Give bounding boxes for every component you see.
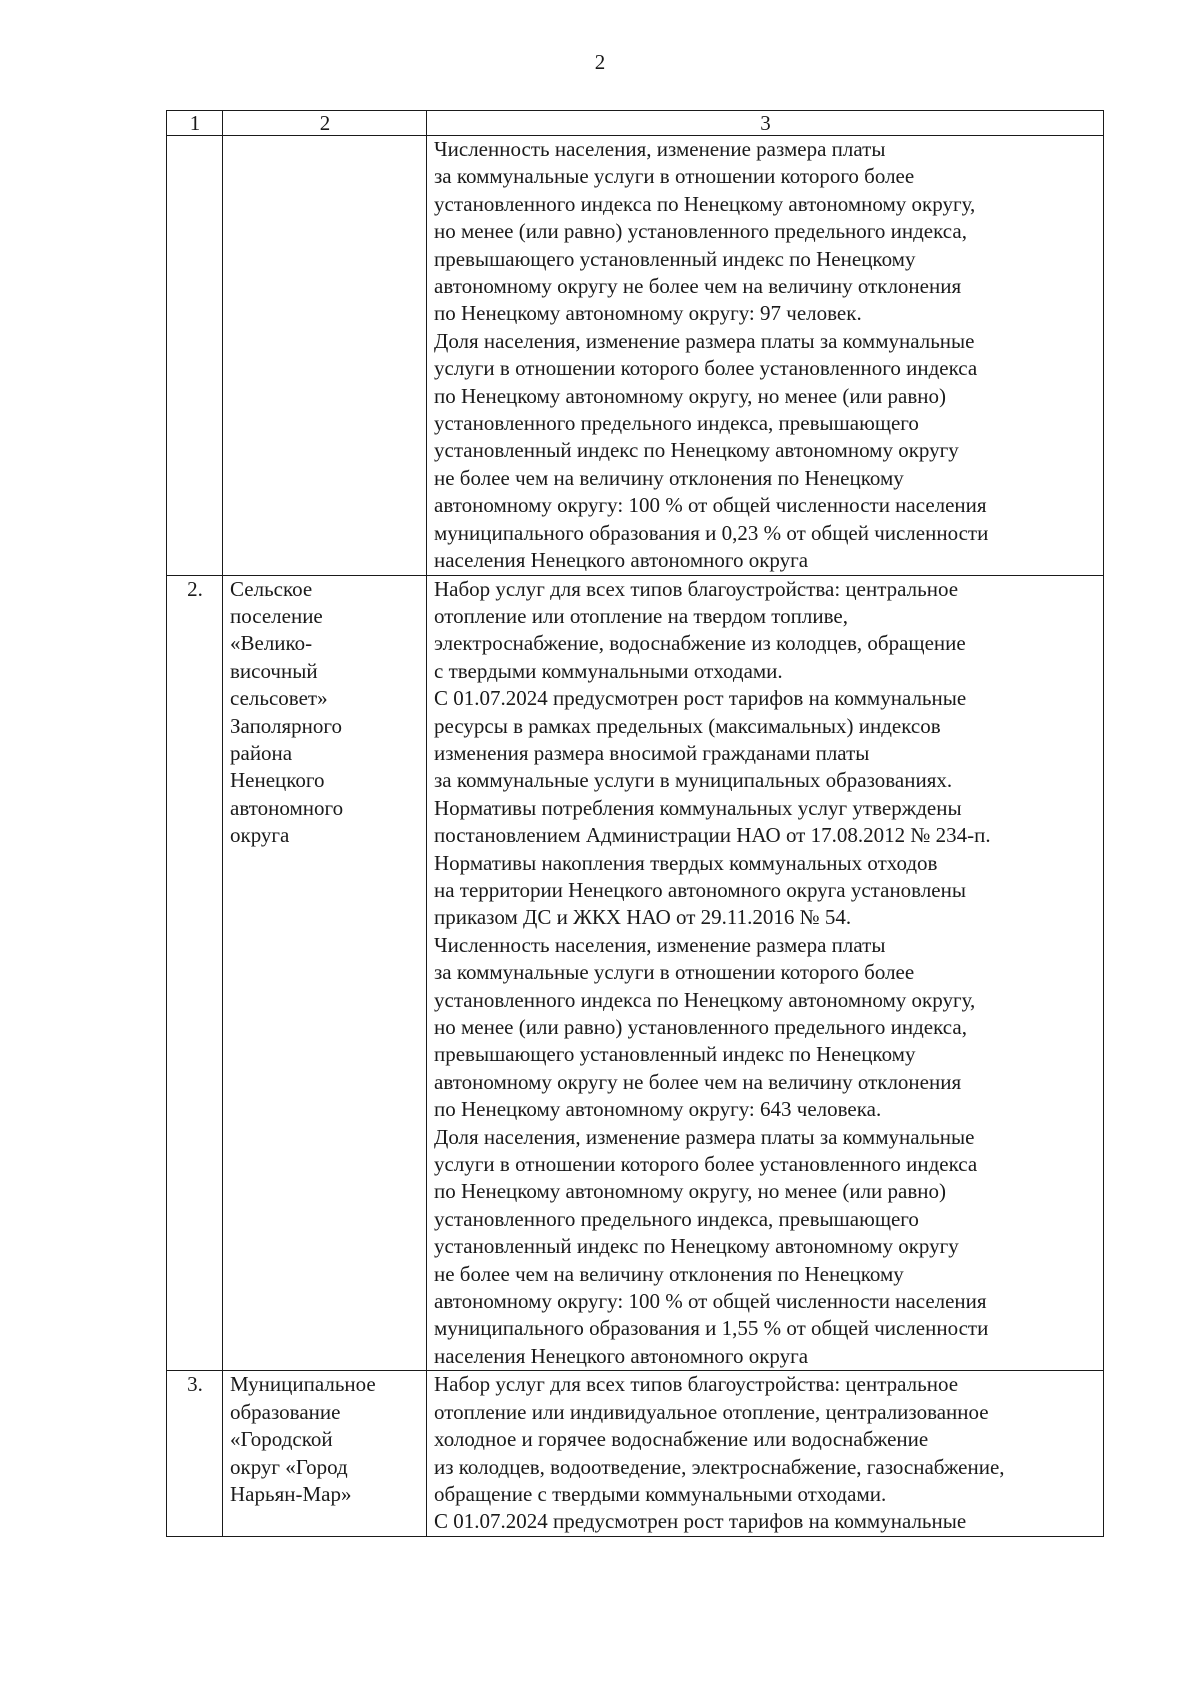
description-line: по Ненецкому автономному округу: 643 человека. xyxy=(434,1097,882,1122)
description-line: отопление или индивидуальное отопление, централизованное xyxy=(434,1399,989,1424)
description-line: Набор услуг для всех типов благоустройства: центральное xyxy=(434,1372,959,1397)
description-line: услуги в отношении которого более установленного индекса xyxy=(434,1152,978,1177)
description-line: автономному округу не более чем на величину отклонения xyxy=(434,274,962,299)
description-line: Нормативы накопления твердых коммунальных отходов xyxy=(434,850,938,875)
description-line: электроснабжение, водоснабжение из колодцев, обращение xyxy=(434,631,966,656)
row-number-cell: 2. xyxy=(167,575,223,1371)
municipality-name-line: округа xyxy=(230,823,290,848)
description-cell xyxy=(427,575,1104,1371)
municipality-name-line: Муниципальное xyxy=(230,1372,376,1397)
description-line: установленный индекс по Ненецкому автономному округу xyxy=(434,1234,959,1259)
description-cell xyxy=(427,1371,1104,1536)
description-line: ресурсы в рамках предельных (максимальных) индексов xyxy=(434,713,941,738)
municipality-name-line: округ «Город xyxy=(230,1454,348,1479)
description-line: но менее (или равно) установленного предельного индекса, xyxy=(434,1015,967,1039)
description-line: за коммунальные услуги в отношении которого более xyxy=(434,164,915,189)
description-line: установленного предельного индекса, превышающего xyxy=(434,1206,919,1231)
municipality-name-line: автономного xyxy=(230,795,344,820)
description-line: но менее (или равно) установленного предельного индекса, xyxy=(434,219,967,244)
description-line: за коммунальные услуги в муниципальных образованиях. xyxy=(434,768,953,793)
description-line: Доля населения, изменение размера платы за коммунальные xyxy=(434,328,975,353)
description-line: холодное и горячее водоснабжение или водоснабжение xyxy=(434,1427,929,1452)
municipality-name-cell xyxy=(223,136,427,576)
page-number: 2 xyxy=(594,50,606,74)
municipality-name-line: височный xyxy=(230,658,318,683)
description-line: отопление или отопление на твердом топливе, xyxy=(434,603,848,628)
description-line: обращение с твердыми коммунальными отходами. xyxy=(434,1481,887,1506)
description-line: по Ненецкому автономному округу, но менее (или равно) xyxy=(434,1179,946,1204)
description-line: Численность населения, изменение размера платы xyxy=(434,137,886,161)
description-line: установленного индекса по Ненецкому автономному округу, xyxy=(434,191,976,216)
municipality-name-line: Нарьян-Мар» xyxy=(230,1481,352,1506)
municipality-name-line: Заполярного xyxy=(230,713,342,738)
municipality-name-line: поселение xyxy=(230,603,323,628)
description-line: Набор услуг для всех типов благоустройства: центральное xyxy=(434,576,959,601)
description-line: установленного предельного индекса, превышающего xyxy=(434,411,919,436)
description-line: С 01.07.2024 предусмотрен рост тарифов на коммунальные xyxy=(434,1509,967,1534)
municipality-name-line: «Велико- xyxy=(230,631,313,656)
description-line: превышающего установленный индекс по Ненецкому xyxy=(434,246,916,271)
description-line: установленный индекс по Ненецкому автономному округу xyxy=(434,438,959,463)
description-line: по Ненецкому автономному округу, но менее (или равно) xyxy=(434,383,946,408)
description-line: изменения размера вносимой гражданами платы xyxy=(434,740,870,765)
description-line: услуги в отношении которого более установленного индекса xyxy=(434,356,978,381)
description-line: С 01.07.2024 предусмотрен рост тарифов на коммунальные xyxy=(434,686,967,711)
description-line: муниципального образования и 0,23 % от общей численности xyxy=(434,520,989,545)
header-cell-1: 1 xyxy=(167,111,223,136)
description-line: приказом ДС и ЖКХ НАО от 29.11.2016 № 54. xyxy=(434,905,852,930)
description-line: за коммунальные услуги в отношении которого более xyxy=(434,960,915,985)
municipality-name-line: «Городской xyxy=(230,1427,333,1452)
description-line: установленного индекса по Ненецкому автономному округу, xyxy=(434,987,976,1012)
description-line: с твердыми коммунальными отходами. xyxy=(434,658,783,683)
description-line: на территории Ненецкого автономного округа установлены xyxy=(434,877,966,902)
municipality-name-line: Сельское xyxy=(230,576,313,601)
description-line: постановлением Администрации НАО от 17.08.2012 № 234-п. xyxy=(434,823,991,848)
municipality-name-line: Ненецкого xyxy=(230,768,325,793)
header-cell-2: 2 xyxy=(223,111,427,136)
description-line: населения Ненецкого автономного округа xyxy=(434,1343,809,1368)
municipality-name-line: сельсовет» xyxy=(230,686,328,711)
description-line: Численность населения, изменение размера платы xyxy=(434,932,886,957)
table-row xyxy=(167,1371,1104,1536)
table-row xyxy=(167,136,1104,576)
municipality-name-line: образование xyxy=(230,1399,341,1424)
description-line: превышающего установленный индекс по Ненецкому xyxy=(434,1042,916,1067)
description-line: автономному округу: 100 % от общей численности населения xyxy=(434,1289,987,1314)
municipality-name-cell xyxy=(223,1371,427,1536)
description-line: населения Ненецкого автономного округа xyxy=(434,548,809,573)
header-cell-3: 3 xyxy=(427,111,1104,136)
description-cell xyxy=(427,136,1104,576)
description-line: по Ненецкому автономному округу: 97 человек. xyxy=(434,301,862,326)
description-line: Нормативы потребления коммунальных услуг утверждены xyxy=(434,795,962,820)
municipality-name-cell xyxy=(223,575,427,1371)
description-line: не более чем на величину отклонения по Ненецкому xyxy=(434,1261,904,1286)
description-line: из колодцев, водоотведение, электроснабжение, газоснабжение, xyxy=(434,1454,1005,1479)
description-line: автономному округу: 100 % от общей численности населения xyxy=(434,493,987,518)
table-row xyxy=(167,575,1104,1371)
table-header-row xyxy=(167,111,1104,136)
row-number-cell xyxy=(167,136,223,576)
municipality-name-line: района xyxy=(230,740,293,765)
row-number-cell: 3. xyxy=(167,1371,223,1536)
description-line: автономному округу не более чем на величину отклонения xyxy=(434,1069,962,1094)
description-line: Доля населения, изменение размера платы за коммунальные xyxy=(434,1124,975,1149)
description-line: муниципального образования и 1,55 % от общей численности xyxy=(434,1316,989,1341)
description-line: не более чем на величину отклонения по Ненецкому xyxy=(434,465,904,490)
tariff-table xyxy=(166,110,1104,1537)
